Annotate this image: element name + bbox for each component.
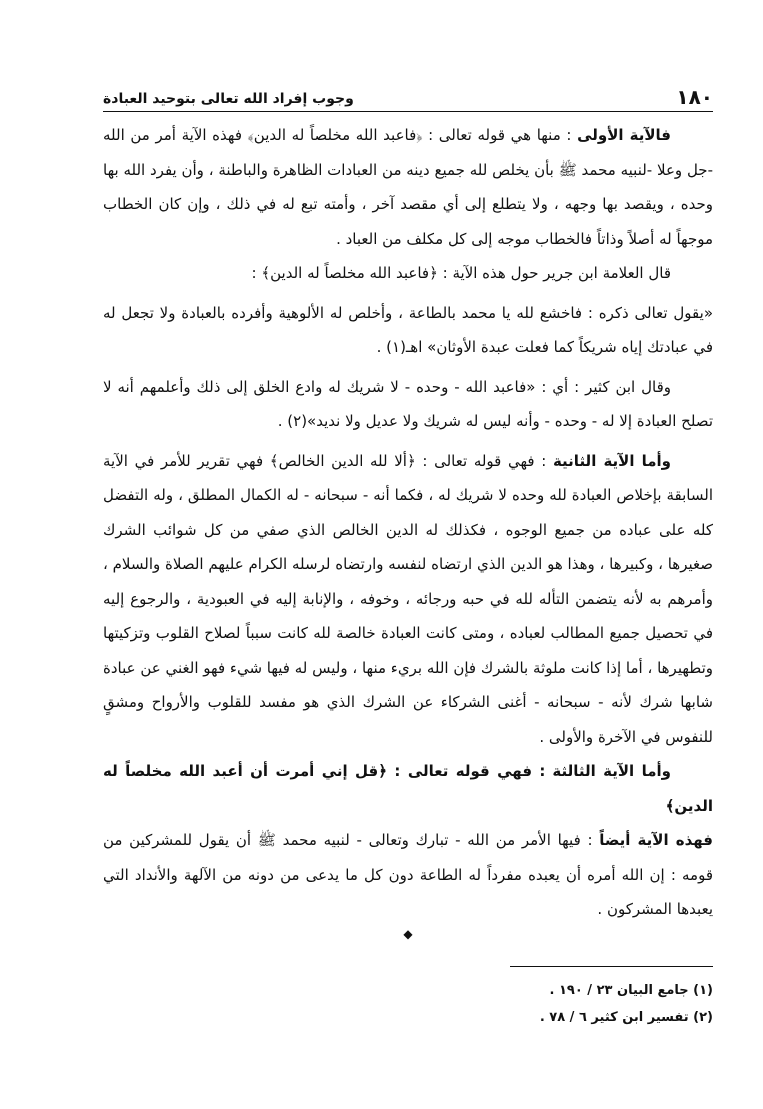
paragraph-second-verse [103, 444, 713, 755]
footnote-1: (١) جامع البيان ٢٣ / ١٩٠ . [549, 983, 713, 998]
running-title: وجوب إفراد الله تعالى بتوحيد العبادة [103, 91, 354, 107]
third-verse-explanation-label: فهذه الآية أيضاً [599, 831, 713, 849]
second-verse-label: وأما الآية الثانية [552, 451, 671, 470]
paragraph-ibn-jarir-intro: قال العلامة ابن جرير حول هذه الآية : ﴿فاعبد الله مخلصاً له الدين﴾ : [251, 264, 671, 282]
third-verse-explanation-text: : فيها الأمر من الله - تبارك وتعالى - لنبيه محمد ﷺ أن يقول للمشركين من قومه : إن الله أمره أن يعبده مفرداً له الطاعة دون كل ما يدعى من دونه من الآلهة والأنداد التي يعبدها المشركون . [103, 831, 713, 918]
footnote-divider [510, 966, 713, 967]
paragraph-first-verse [103, 118, 713, 256]
paragraph-ibn-jarir-quote: «يقول تعالى ذكره : فاخشع لله يا محمد بالطاعة ، وأخلص له الألوهية وأفرده بالعبادة ولا تجعل له في عبادتك إياه شريكاً كما فعلت عبدة الأوثان» اهـ(١) . [103, 303, 713, 356]
paragraph-ibn-kathir: وقال ابن كثير : أي : «فاعبد الله - وحده - لا شريك له وادع الخلق إلى ذلك وأعلمهم أنه لا تصلح العبادة إلا له - وحده - وأنه ليس له شريك ولا عديل ولا نديد»(٢) . [103, 377, 713, 430]
first-verse-text: : منها هي قوله تعالى : ﴿فاعبد الله مخلصاً له الدين﴾ فهذه الآية أمر من الله -جل وعلا -لنبيه محمد ﷺ بأن يخلص لله جميع دينه من العبادات الظاهرة والباطنة ، وأن يفرد الله بها وحده ، ويقصد بها وجهه ، ولا يتطلع إلى أي مقصد آخر ، وأمته تبع له في ذلك ، وإن كان الخطاب موجهاً له أصلاً وذاتاً فالخطاب موجه إلى كل مكلف من العباد . [103, 126, 713, 248]
third-verse-text: : فهي قوله تعالى : ﴿قل إني أمرت أن أعبد الله مخلصاً له الدين﴾ [103, 762, 713, 815]
page-number: ١٨٠ [676, 85, 713, 109]
paragraph-third-verse-explanation [103, 823, 713, 927]
paragraph-third-verse [103, 754, 713, 823]
main-text [103, 118, 713, 941]
footnotes [103, 977, 713, 1031]
end-ornament: ◆ [403, 926, 413, 941]
page-header [103, 82, 713, 112]
footnote-2: (٢) تفسير ابن كثير ٦ / ٧٨ . [539, 1010, 713, 1025]
second-verse-text: : فهي قوله تعالى : ﴿ألا لله الدين الخالص﴾ فهي تقرير للأمر في الآية السابقة بإخلاص العبادة لله وحده لا شريك له ، فكما أنه - سبحانه - له الكمال المطلق ، وله التفضل كله على عباده من جميع الوجوه ، فكذلك له الدين الخالص الذي صفي من كل شوائب الشرك صغيرها ، وكبيرها ، وهذا هو الدين الذي ارتضاه لنفسه وارتضاه لرسله الكرام عليهم الصلاة والسلام ، وأمرهم به لأنه يتضمن التأله لله في حبه ورجائه ، وخوفه ، والإنابة إليه في العبودية ، والرجوع إليه في تحصيل جميع المطالب لعباده ، ومتى كانت العبادة خالصة لله كانت سبباً لصلاح القلوب وتزكيتها وتطهيرها ، أما إذا كانت ملوثة بالشرك فإن الله بريء منها ، وليس له فيها شيء فهو الغني عن عبادة شابها شرك لأنه - سبحانه - أغنى الشركاء عن الشرك الذي هو مفسد للقلوب والأرواح ومشقٍ للنفوس في الآخرة والأولى . [103, 451, 713, 746]
first-verse-label: فالآية الأولى [577, 126, 671, 144]
third-verse-label: وأما الآية الثالثة [552, 762, 671, 780]
